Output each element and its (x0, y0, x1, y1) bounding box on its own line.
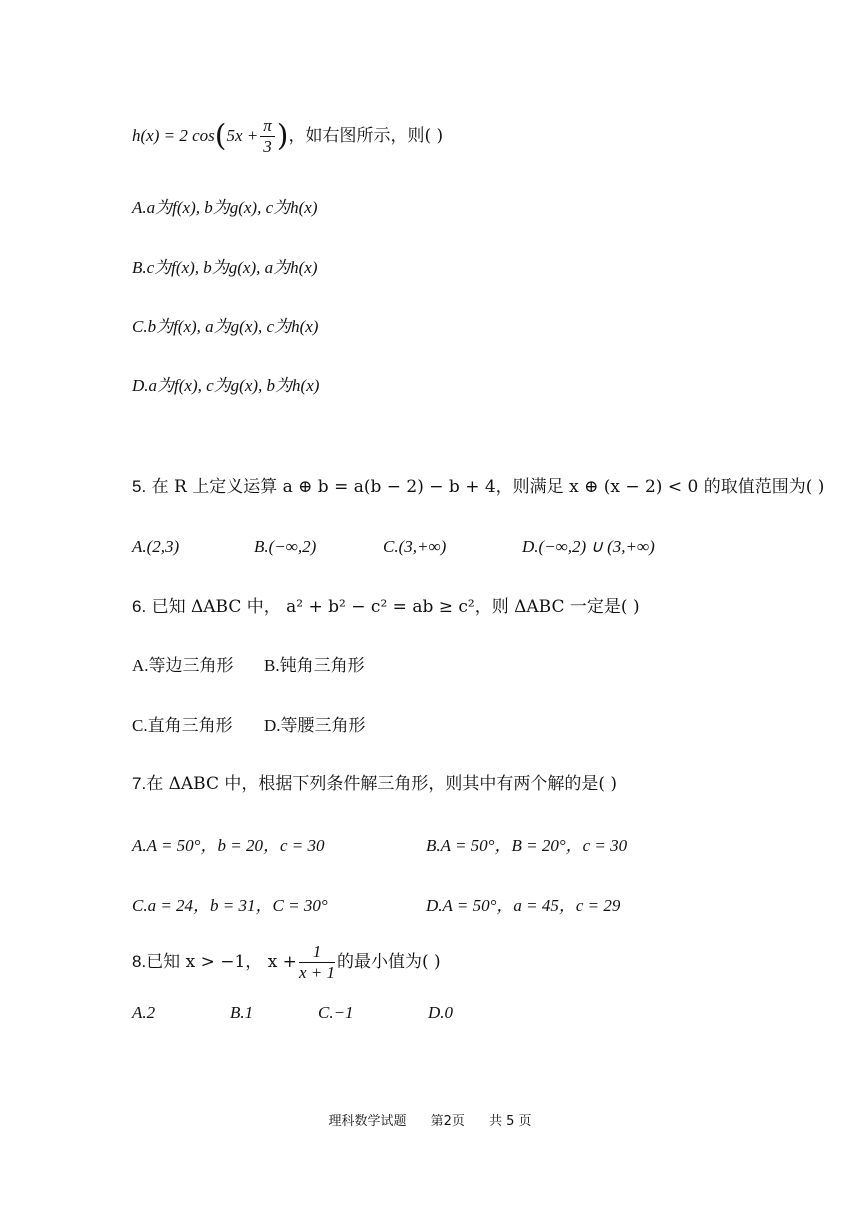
q7-blank: ( ) (598, 774, 618, 794)
q7-text: 在 ΔABC 中，根据下列条件解三角形，则其中有两个解的是 (146, 774, 599, 794)
q4-stem-lhs: h(x) = 2 cos (132, 126, 215, 145)
footer-title: 理科数学试题 (328, 1114, 407, 1129)
q8-stem (132, 942, 441, 983)
q5-option-c: C.(3,+∞) (383, 537, 447, 556)
q8-option-a: A.2 (132, 1003, 156, 1022)
q4-option-b: B.c为f(x), b为g(x), a为h(x) (132, 258, 318, 277)
footer-total-pages: 共 5 页 (489, 1114, 532, 1129)
q8-number: 8. (132, 952, 147, 971)
q8-blank: ( ) (421, 952, 441, 972)
q5-text: 在 R 上定义运算 a ⊕ b = a(b − 2) − b + 4，则满足 x ⊕ (x − 2) < 0 的取值范围为 (151, 477, 806, 497)
q4-fraction-pi: π (260, 116, 275, 137)
q6-text: 已知 ΔABC 中， a² + b² − c² = ab ≥ c²，则 ΔABC 一定是 (151, 597, 621, 617)
q4-option-c: C.b为f(x), a为g(x), c为h(x) (132, 317, 319, 336)
q5-number: 5. (132, 477, 147, 496)
page-footer (0, 1110, 860, 1129)
q8-pre: 已知 x > −1， x + (146, 952, 297, 972)
q7-option-c: C.a = 24，b = 31，C = 30° (132, 896, 328, 915)
q6-blank: ( ) (620, 597, 640, 617)
q8-option-c: C.−1 (318, 1003, 354, 1022)
q5-stem (132, 475, 824, 499)
q6-option-d: D.等腰三角形 (264, 716, 366, 735)
q4-option-a: A.a为f(x), b为g(x), c为h(x) (132, 198, 318, 217)
q6-option-c: C.直角三角形 (132, 716, 233, 735)
q7-option-a: A.A = 50°，b = 20，c = 30 (132, 836, 325, 855)
q8-post: 的最小值为 (336, 952, 422, 972)
q4-blank: ( ) (424, 126, 444, 146)
q5-option-b: B.(−∞,2) (254, 537, 317, 556)
q4-paren-close: ) (276, 118, 289, 154)
q7-option-b: B.A = 50°，B = 20°，c = 30 (426, 836, 628, 855)
q8-option-d: D.0 (428, 1003, 454, 1022)
q4-stem (132, 116, 443, 157)
q8-fraction-bottom: x + 1 (298, 963, 335, 982)
q6-option-a: A.等边三角形 (132, 656, 234, 675)
footer-page-number: 第2页 (430, 1114, 465, 1129)
q6-stem (132, 595, 640, 619)
q5-option-d: D.(−∞,2) ∪ (3,+∞) (522, 537, 655, 556)
q4-fraction (260, 116, 275, 157)
q6-option-b: B.钝角三角形 (264, 656, 365, 675)
q6-number: 6. (132, 597, 147, 616)
q5-option-a: A.(2,3) (132, 537, 180, 556)
q5-blank: ( ) (805, 477, 825, 497)
q4-stem-tail: ，如右图所示，则 (288, 126, 425, 146)
q8-option-b: B.1 (230, 1003, 254, 1022)
q7-number: 7. (132, 774, 147, 793)
q8-fraction (299, 942, 335, 983)
q4-paren-open: ( (214, 118, 227, 154)
q7-option-d: D.A = 50°，a = 45，c = 29 (426, 896, 621, 915)
q7-stem (132, 772, 617, 796)
q4-option-d: D.a为f(x), c为g(x), b为h(x) (132, 376, 320, 395)
q8-fraction-top: 1 (299, 942, 335, 963)
q4-stem-5x: 5x + (226, 126, 259, 145)
q4-fraction-3: 3 (263, 137, 272, 156)
